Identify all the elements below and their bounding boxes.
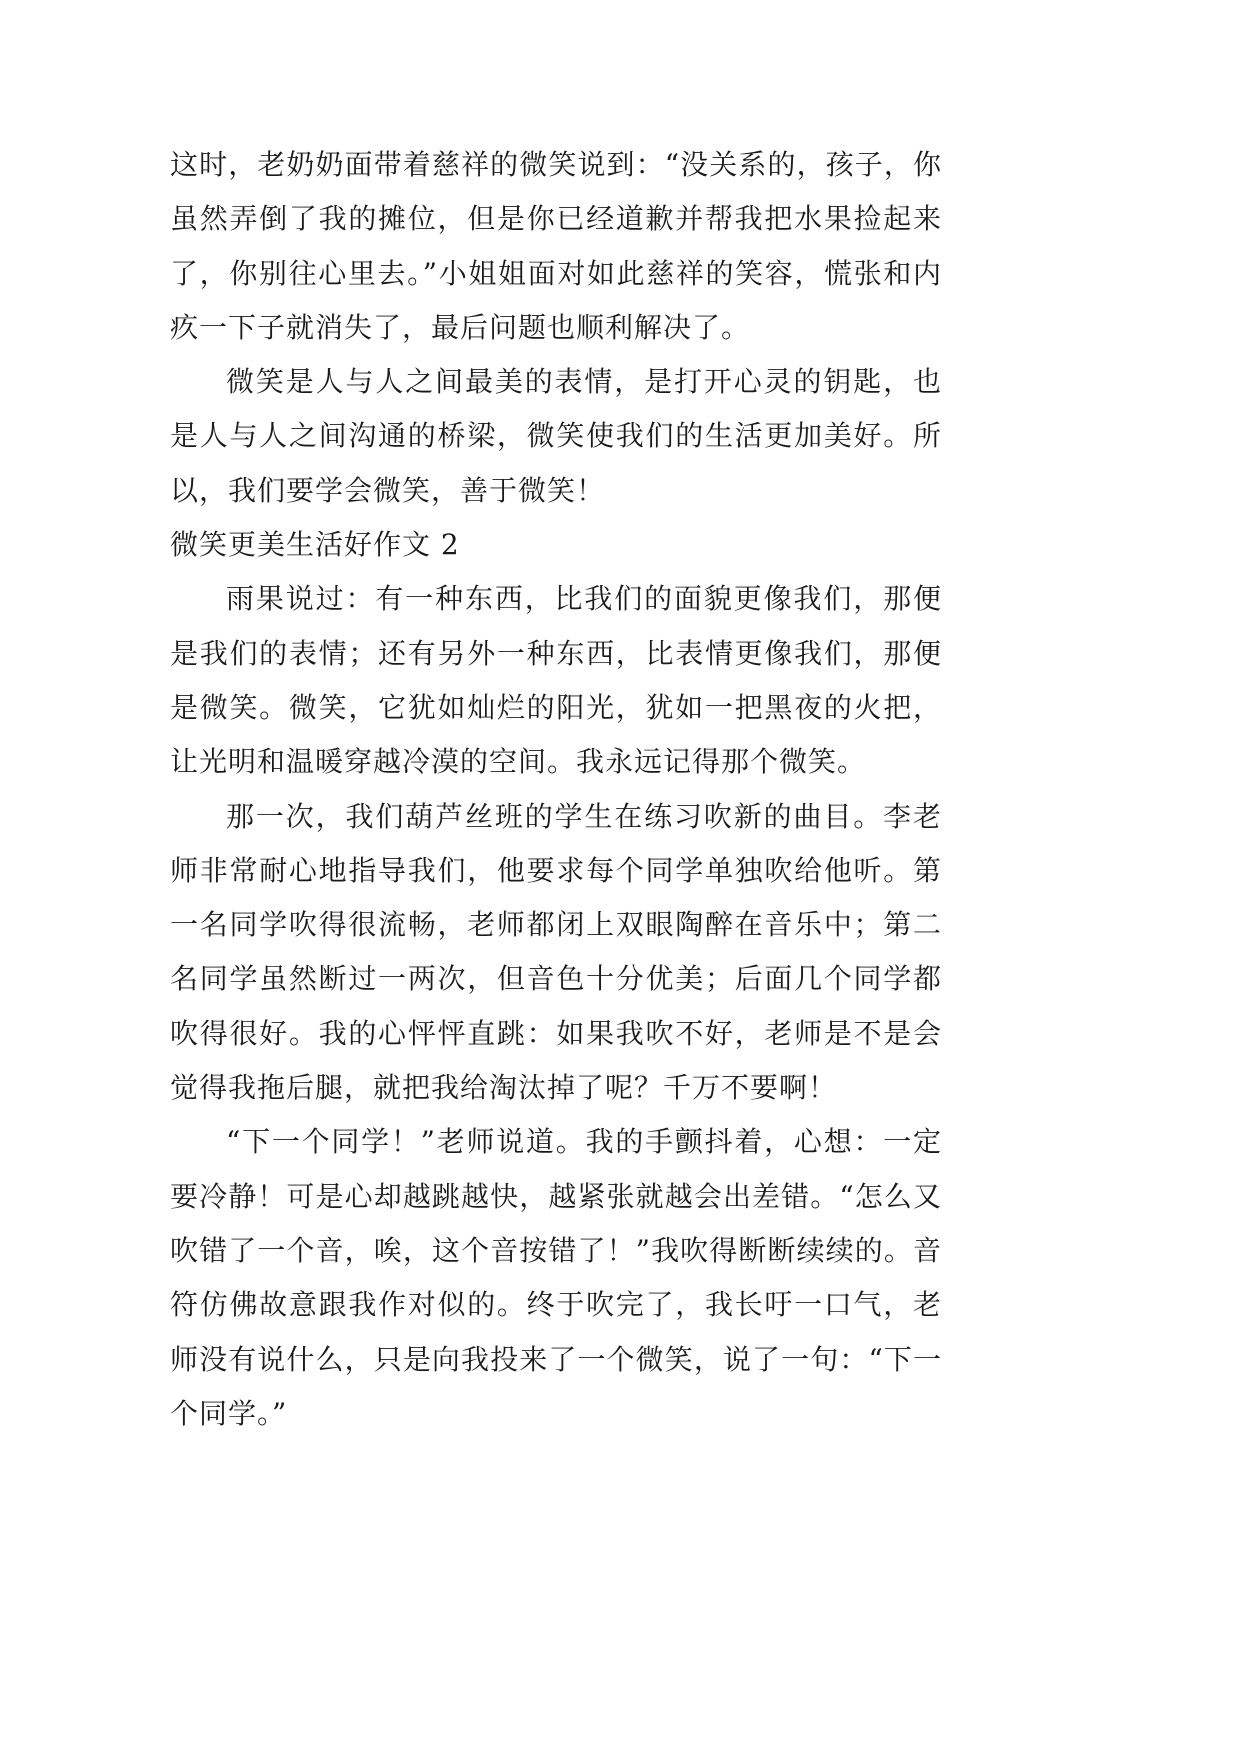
paragraph: 那一次，我们葫芦丝班的学生在练习吹新的曲目。李老师非常耐心地指导我们，他要求每个同学单独吹给他听。第一名同学吹得很流畅，老师都闭上双眼陶醉在音乐中；第二名同学虽然断过一两次，但音色十分优美；后面几个同学都吹得很好。我的心怦怦直跳：如果我吹不好，老师是不是会觉得我拖后腿，就把我给淘汰掉了呢？千万不要啊！: [170, 799, 942, 1105]
paragraph-continued: 这时，老奶奶面带着慈祥的微笑说到：“没关系的，孩子，你虽然弄倒了我的摊位，但是你已经道歉并帮我把水果捡起来了，你别往心里去。”小姐姐面对如此慈祥的笑容，慌张和内疚一下子就消失了，最后问题也顺利解决了。: [170, 148, 942, 344]
section-heading: 微笑更美生活好作文 2: [170, 528, 460, 562]
paragraph: “下一个同学！”老师说道。我的手颤抖着，心想：一定要冷静！可是心却越跳越快，越紧张就越会出差错。“怎么又吹错了一个音，唉，这个音按错了！”我吹得断断续续的。音符仿佛故意跟我作对似的。终于吹完了，我长吁一口气，老师没有说什么，只是向我投来了一个微笑，说了一句：“下一个同学。”: [170, 1125, 942, 1430]
document-body: [170, 138, 942, 1441]
paragraph: 微笑是人与人之间最美的表情，是打开心灵的钥匙，也是人与人之间沟通的桥梁，微笑使我们的生活更加美好。所以，我们要学会微笑，善于微笑！: [170, 365, 942, 507]
paragraph: 雨果说过：有一种东西，比我们的面貌更像我们，那便是我们的表情；还有另外一种东西，比表情更像我们，那便是微笑。微笑，它犹如灿烂的阳光，犹如一把黑夜的火把，让光明和温暖穿越冷漠的空间。我永远记得那个微笑。: [170, 582, 942, 779]
